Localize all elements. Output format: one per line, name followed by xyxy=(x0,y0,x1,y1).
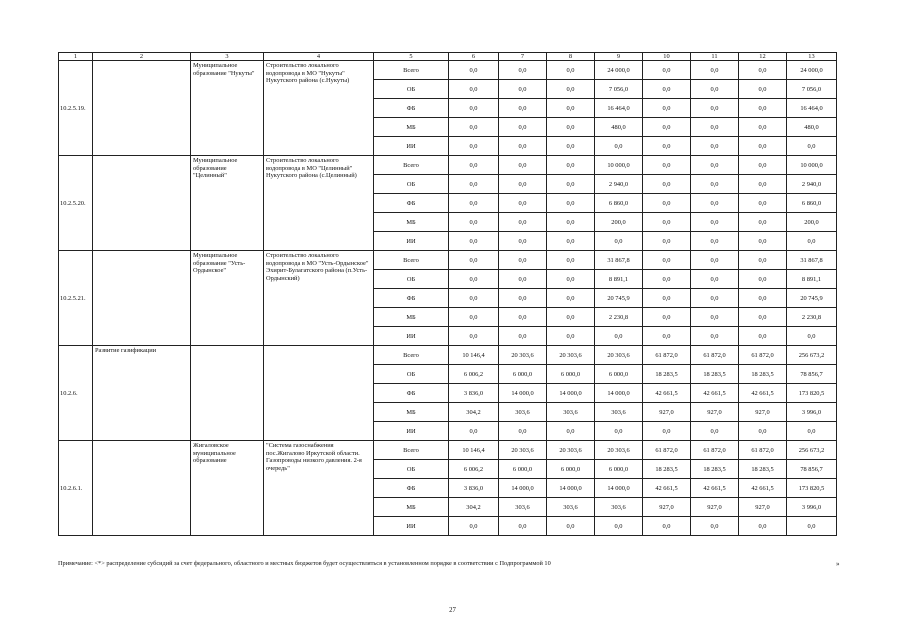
amount-cell: 927,0 xyxy=(691,403,739,422)
amount-cell: 18 283,5 xyxy=(739,365,787,384)
amount-cell: 3 836,0 xyxy=(449,479,499,498)
amount-cell: 0,0 xyxy=(739,137,787,156)
amount-cell: 61 872,0 xyxy=(691,441,739,460)
amount-cell: 6 000,0 xyxy=(499,365,547,384)
amount-cell: 0,0 xyxy=(643,80,691,99)
amount-cell: 0,0 xyxy=(547,99,595,118)
amount-cell: 303,6 xyxy=(499,403,547,422)
amount-cell: 303,6 xyxy=(547,498,595,517)
amount-cell: 0,0 xyxy=(547,175,595,194)
funding-source: Всего xyxy=(374,441,449,460)
funding-source: ОБ xyxy=(374,365,449,384)
amount-cell: 0,0 xyxy=(643,308,691,327)
amount-cell: 7 056,0 xyxy=(595,80,643,99)
amount-cell: 6 000,0 xyxy=(499,460,547,479)
amount-cell: 0,0 xyxy=(449,232,499,251)
row-project: Строительство локального водопровода в МО "Нукуты" Нукутского района (с.Нукуты) xyxy=(264,61,374,156)
amount-cell: 7 056,0 xyxy=(787,80,837,99)
amount-cell: 0,0 xyxy=(449,175,499,194)
row-code: 10.2.6. xyxy=(59,346,93,441)
amount-cell: 0,0 xyxy=(499,118,547,137)
amount-cell: 0,0 xyxy=(691,251,739,270)
row-project xyxy=(264,346,374,441)
amount-cell: 6 000,0 xyxy=(595,365,643,384)
amount-cell: 31 867,8 xyxy=(787,251,837,270)
amount-cell: 0,0 xyxy=(787,517,837,536)
funding-source: ИИ xyxy=(374,232,449,251)
amount-cell: 0,0 xyxy=(691,213,739,232)
column-number: 2 xyxy=(93,53,191,61)
amount-cell: 0,0 xyxy=(739,118,787,137)
amount-cell: 2 230,8 xyxy=(595,308,643,327)
funding-source: ФБ xyxy=(374,194,449,213)
amount-cell: 0,0 xyxy=(643,137,691,156)
amount-cell: 0,0 xyxy=(449,80,499,99)
amount-cell: 20 303,6 xyxy=(547,346,595,365)
amount-cell: 0,0 xyxy=(499,156,547,175)
amount-cell: 256 673,2 xyxy=(787,346,837,365)
amount-cell: 0,0 xyxy=(449,137,499,156)
amount-cell: 0,0 xyxy=(449,251,499,270)
amount-cell: 0,0 xyxy=(499,270,547,289)
funding-source: ИИ xyxy=(374,327,449,346)
funding-source: ОБ xyxy=(374,80,449,99)
amount-cell: 20 303,6 xyxy=(499,441,547,460)
row-name: Развитие газификации xyxy=(93,346,191,441)
row-code: 10.2.5.20. xyxy=(59,156,93,251)
amount-cell: 14 000,0 xyxy=(499,384,547,403)
amount-cell: 6 860,0 xyxy=(787,194,837,213)
amount-cell: 0,0 xyxy=(547,213,595,232)
amount-cell: 0,0 xyxy=(691,270,739,289)
amount-cell: 0,0 xyxy=(739,61,787,80)
row-name xyxy=(93,61,191,156)
amount-cell: 0,0 xyxy=(787,422,837,441)
amount-cell: 18 283,5 xyxy=(691,460,739,479)
amount-cell: 10 000,0 xyxy=(787,156,837,175)
amount-cell: 0,0 xyxy=(547,308,595,327)
table-row xyxy=(59,441,837,460)
funding-source: МБ xyxy=(374,213,449,232)
amount-cell: 0,0 xyxy=(643,251,691,270)
amount-cell: 0,0 xyxy=(691,99,739,118)
table-row xyxy=(59,251,837,270)
amount-cell: 0,0 xyxy=(787,137,837,156)
amount-cell: 0,0 xyxy=(739,308,787,327)
column-number: 12 xyxy=(739,53,787,61)
amount-cell: 6 000,0 xyxy=(547,365,595,384)
amount-cell: 0,0 xyxy=(547,156,595,175)
amount-cell: 31 867,8 xyxy=(595,251,643,270)
row-code: 10.2.6.1. xyxy=(59,441,93,536)
amount-cell: 42 661,5 xyxy=(691,384,739,403)
amount-cell: 0,0 xyxy=(547,118,595,137)
amount-cell: 0,0 xyxy=(449,194,499,213)
amount-cell: 927,0 xyxy=(691,498,739,517)
amount-cell: 0,0 xyxy=(739,517,787,536)
amount-cell: 0,0 xyxy=(547,61,595,80)
amount-cell: 303,6 xyxy=(595,498,643,517)
amount-cell: 24 000,0 xyxy=(787,61,837,80)
row-name xyxy=(93,156,191,251)
funding-source: Всего xyxy=(374,156,449,175)
amount-cell: 18 283,5 xyxy=(643,460,691,479)
amount-cell: 20 745,9 xyxy=(787,289,837,308)
column-number: 5 xyxy=(374,53,449,61)
amount-cell: 42 661,5 xyxy=(643,479,691,498)
funding-source: ФБ xyxy=(374,384,449,403)
amount-cell: 0,0 xyxy=(449,327,499,346)
amount-cell: 6 006,2 xyxy=(449,460,499,479)
amount-cell: 0,0 xyxy=(691,194,739,213)
amount-cell: 78 856,7 xyxy=(787,460,837,479)
amount-cell: 0,0 xyxy=(739,213,787,232)
amount-cell: 0,0 xyxy=(595,517,643,536)
amount-cell: 61 872,0 xyxy=(643,441,691,460)
footnote: Примечание: <*> распределение субсидий за счет федерального, областного и местных бюджетов будет осуществляться в установленном порядке в соответствии с Подпрограммой 10 xyxy=(58,560,551,567)
amount-cell: 0,0 xyxy=(643,213,691,232)
amount-cell: 0,0 xyxy=(787,232,837,251)
funding-source: Всего xyxy=(374,61,449,80)
amount-cell: 2 230,8 xyxy=(787,308,837,327)
column-number: 1 xyxy=(59,53,93,61)
amount-cell: 10 146,4 xyxy=(449,346,499,365)
amount-cell: 0,0 xyxy=(643,422,691,441)
amount-cell: 78 856,7 xyxy=(787,365,837,384)
amount-cell: 0,0 xyxy=(449,99,499,118)
amount-cell: 0,0 xyxy=(739,327,787,346)
amount-cell: 6 006,2 xyxy=(449,365,499,384)
amount-cell: 0,0 xyxy=(691,61,739,80)
amount-cell: 0,0 xyxy=(691,327,739,346)
amount-cell: 0,0 xyxy=(643,175,691,194)
amount-cell: 3 996,0 xyxy=(787,498,837,517)
amount-cell: 0,0 xyxy=(691,137,739,156)
amount-cell: 20 745,9 xyxy=(595,289,643,308)
amount-cell: 200,0 xyxy=(787,213,837,232)
amount-cell: 24 000,0 xyxy=(595,61,643,80)
amount-cell: 0,0 xyxy=(499,175,547,194)
amount-cell: 0,0 xyxy=(691,308,739,327)
amount-cell: 0,0 xyxy=(691,289,739,308)
amount-cell: 0,0 xyxy=(691,422,739,441)
amount-cell: 0,0 xyxy=(499,137,547,156)
amount-cell: 0,0 xyxy=(547,80,595,99)
amount-cell: 927,0 xyxy=(739,498,787,517)
amount-cell: 0,0 xyxy=(449,61,499,80)
amount-cell: 0,0 xyxy=(499,194,547,213)
amount-cell: 927,0 xyxy=(739,403,787,422)
amount-cell: 0,0 xyxy=(449,289,499,308)
funding-source: МБ xyxy=(374,308,449,327)
funding-source: ФБ xyxy=(374,99,449,118)
column-number: 11 xyxy=(691,53,739,61)
amount-cell: 0,0 xyxy=(449,118,499,137)
amount-cell: 0,0 xyxy=(691,517,739,536)
amount-cell: 16 464,0 xyxy=(595,99,643,118)
row-name xyxy=(93,251,191,346)
amount-cell: 14 000,0 xyxy=(547,479,595,498)
column-number: 13 xyxy=(787,53,837,61)
amount-cell: 0,0 xyxy=(499,289,547,308)
amount-cell: 0,0 xyxy=(547,422,595,441)
amount-cell: 0,0 xyxy=(449,422,499,441)
amount-cell: 303,6 xyxy=(499,498,547,517)
row-organization: Муниципальное образование "Целинный" xyxy=(191,156,264,251)
amount-cell: 303,6 xyxy=(547,403,595,422)
amount-cell: 18 283,5 xyxy=(691,365,739,384)
amount-cell: 0,0 xyxy=(499,213,547,232)
amount-cell: 0,0 xyxy=(739,289,787,308)
column-number-row xyxy=(59,53,837,61)
amount-cell: 0,0 xyxy=(547,517,595,536)
row-organization: Жигаловское муниципальное образование xyxy=(191,441,264,536)
funding-source: ФБ xyxy=(374,479,449,498)
funding-source: ФБ xyxy=(374,289,449,308)
amount-cell: 0,0 xyxy=(643,61,691,80)
funding-source: МБ xyxy=(374,498,449,517)
amount-cell: 18 283,5 xyxy=(739,460,787,479)
amount-cell: 0,0 xyxy=(595,327,643,346)
amount-cell: 0,0 xyxy=(643,118,691,137)
row-project: "Система газоснабжения пос.Жигалово Иркутской области. Газопроводы низкого давления. 2-я очередь" xyxy=(264,441,374,536)
row-code: 10.2.5.19. xyxy=(59,61,93,156)
amount-cell: 0,0 xyxy=(499,308,547,327)
amount-cell: 42 661,5 xyxy=(643,384,691,403)
amount-cell: 0,0 xyxy=(643,232,691,251)
amount-cell: 0,0 xyxy=(739,232,787,251)
amount-cell: 8 891,1 xyxy=(595,270,643,289)
amount-cell: 2 940,0 xyxy=(787,175,837,194)
table-row xyxy=(59,346,837,365)
amount-cell: 8 891,1 xyxy=(787,270,837,289)
amount-cell: 0,0 xyxy=(547,251,595,270)
amount-cell: 0,0 xyxy=(449,308,499,327)
amount-cell: 0,0 xyxy=(643,327,691,346)
amount-cell: 0,0 xyxy=(691,80,739,99)
amount-cell: 3 836,0 xyxy=(449,384,499,403)
amount-cell: 0,0 xyxy=(499,251,547,270)
amount-cell: 0,0 xyxy=(739,99,787,118)
amount-cell: 14 000,0 xyxy=(595,479,643,498)
amount-cell: 42 661,5 xyxy=(691,479,739,498)
amount-cell: 0,0 xyxy=(499,80,547,99)
amount-cell: 61 872,0 xyxy=(691,346,739,365)
amount-cell: 0,0 xyxy=(595,422,643,441)
row-code: 10.2.5.21. xyxy=(59,251,93,346)
funding-source: Всего xyxy=(374,251,449,270)
amount-cell: 14 000,0 xyxy=(595,384,643,403)
amount-cell: 0,0 xyxy=(691,232,739,251)
amount-cell: 173 820,5 xyxy=(787,479,837,498)
amount-cell: 0,0 xyxy=(691,175,739,194)
amount-cell: 0,0 xyxy=(739,156,787,175)
amount-cell: 200,0 xyxy=(595,213,643,232)
amount-cell: 304,2 xyxy=(449,498,499,517)
amount-cell: 0,0 xyxy=(739,422,787,441)
amount-cell: 480,0 xyxy=(595,118,643,137)
amount-cell: 61 872,0 xyxy=(643,346,691,365)
amount-cell: 0,0 xyxy=(643,156,691,175)
funding-source: ИИ xyxy=(374,422,449,441)
amount-cell: 0,0 xyxy=(499,232,547,251)
table-row xyxy=(59,61,837,80)
amount-cell: 0,0 xyxy=(449,156,499,175)
amount-cell: 0,0 xyxy=(691,118,739,137)
amount-cell: 0,0 xyxy=(547,327,595,346)
row-organization xyxy=(191,346,264,441)
amount-cell: 20 303,6 xyxy=(547,441,595,460)
amount-cell: 0,0 xyxy=(739,251,787,270)
amount-cell: 20 303,6 xyxy=(595,346,643,365)
amount-cell: 61 872,0 xyxy=(739,441,787,460)
column-number: 3 xyxy=(191,53,264,61)
amount-cell: 0,0 xyxy=(691,156,739,175)
amount-cell: 0,0 xyxy=(643,289,691,308)
row-organization: Муниципальное образование "Усть-Ордынское" xyxy=(191,251,264,346)
column-number: 6 xyxy=(449,53,499,61)
amount-cell: 0,0 xyxy=(643,99,691,118)
amount-cell: 0,0 xyxy=(595,137,643,156)
amount-cell: 0,0 xyxy=(739,175,787,194)
row-project: Строительство локального водопровода в МО "Усть-Ордынское" Эхирит-Булагатского района (п.Усть-Ордынский) xyxy=(264,251,374,346)
amount-cell: 2 940,0 xyxy=(595,175,643,194)
amount-cell: 6 000,0 xyxy=(595,460,643,479)
amount-cell: 6 860,0 xyxy=(595,194,643,213)
amount-cell: 0,0 xyxy=(643,194,691,213)
table-row xyxy=(59,156,837,175)
amount-cell: 14 000,0 xyxy=(547,384,595,403)
amount-cell: 3 996,0 xyxy=(787,403,837,422)
amount-cell: 0,0 xyxy=(547,270,595,289)
amount-cell: 6 000,0 xyxy=(547,460,595,479)
amount-cell: 20 303,6 xyxy=(499,346,547,365)
amount-cell: 927,0 xyxy=(643,498,691,517)
amount-cell: 0,0 xyxy=(449,270,499,289)
amount-cell: 0,0 xyxy=(449,213,499,232)
amount-cell: 0,0 xyxy=(499,517,547,536)
amount-cell: 480,0 xyxy=(787,118,837,137)
amount-cell: 61 872,0 xyxy=(739,346,787,365)
funding-source: Всего xyxy=(374,346,449,365)
amount-cell: 14 000,0 xyxy=(499,479,547,498)
amount-cell: 42 661,5 xyxy=(739,479,787,498)
page-number: 27 xyxy=(449,607,456,614)
amount-cell: 0,0 xyxy=(643,517,691,536)
amount-cell: 0,0 xyxy=(739,270,787,289)
amount-cell: 0,0 xyxy=(739,194,787,213)
amount-cell: 0,0 xyxy=(547,232,595,251)
column-number: 10 xyxy=(643,53,691,61)
funding-source: ИИ xyxy=(374,517,449,536)
amount-cell: 0,0 xyxy=(499,61,547,80)
budget-table xyxy=(58,52,837,536)
amount-cell: 10 146,4 xyxy=(449,441,499,460)
funding-source: ИИ xyxy=(374,137,449,156)
funding-source: ОБ xyxy=(374,460,449,479)
amount-cell: 10 000,0 xyxy=(595,156,643,175)
row-organization: Муниципальное образование "Нукуты" xyxy=(191,61,264,156)
amount-cell: 42 661,5 xyxy=(739,384,787,403)
amount-cell: 304,2 xyxy=(449,403,499,422)
amount-cell: 0,0 xyxy=(449,517,499,536)
amount-cell: 20 303,6 xyxy=(595,441,643,460)
amount-cell: 256 673,2 xyxy=(787,441,837,460)
column-number: 8 xyxy=(547,53,595,61)
footnote-mark: » xyxy=(836,560,840,568)
column-number: 4 xyxy=(264,53,374,61)
amount-cell: 16 464,0 xyxy=(787,99,837,118)
amount-cell: 0,0 xyxy=(499,99,547,118)
funding-source: МБ xyxy=(374,403,449,422)
amount-cell: 0,0 xyxy=(787,327,837,346)
funding-source: ОБ xyxy=(374,175,449,194)
amount-cell: 0,0 xyxy=(595,232,643,251)
amount-cell: 0,0 xyxy=(739,80,787,99)
funding-source: МБ xyxy=(374,118,449,137)
amount-cell: 0,0 xyxy=(547,289,595,308)
amount-cell: 18 283,5 xyxy=(643,365,691,384)
row-project: Строительство локального водопровода в МО "Целинный" Нукутского района (с.Целинный) xyxy=(264,156,374,251)
amount-cell: 173 820,5 xyxy=(787,384,837,403)
amount-cell: 303,6 xyxy=(595,403,643,422)
amount-cell: 0,0 xyxy=(499,327,547,346)
amount-cell: 0,0 xyxy=(547,194,595,213)
amount-cell: 0,0 xyxy=(499,422,547,441)
amount-cell: 0,0 xyxy=(643,270,691,289)
funding-source: ОБ xyxy=(374,270,449,289)
amount-cell: 0,0 xyxy=(547,137,595,156)
row-name xyxy=(93,441,191,536)
column-number: 9 xyxy=(595,53,643,61)
column-number: 7 xyxy=(499,53,547,61)
amount-cell: 927,0 xyxy=(643,403,691,422)
